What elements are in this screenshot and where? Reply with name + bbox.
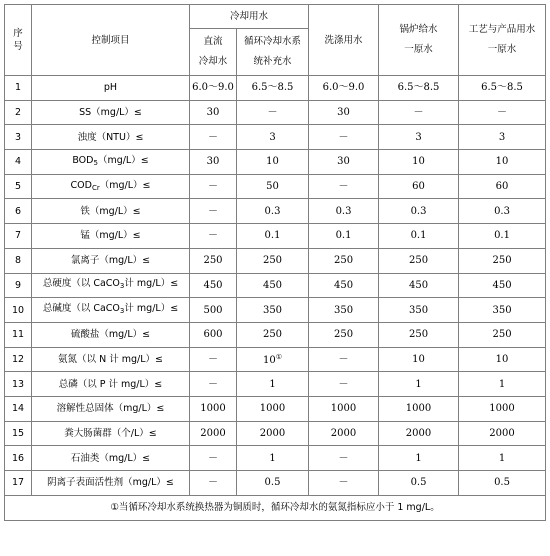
cell-value: 50 — [266, 181, 279, 193]
row-item — [32, 150, 190, 175]
cell-process — [459, 421, 546, 446]
row-seq — [5, 76, 32, 101]
cell-value: － — [208, 205, 218, 217]
cell-value: 0.5 — [410, 477, 427, 489]
cell-value: 60 — [412, 181, 425, 193]
seq-text: 7 — [14, 230, 22, 242]
footnote-row — [5, 495, 546, 520]
row-seq — [5, 322, 32, 347]
cell-value: 30 — [206, 156, 220, 168]
cell-cooling-recirc — [237, 199, 309, 224]
item-text: 总磷（以 P 计 mg/L）≤ — [58, 378, 163, 390]
cell-process — [459, 100, 546, 125]
item-text: COD — [70, 179, 92, 191]
seq-text: 4 — [14, 156, 22, 168]
item-text: BOD — [72, 154, 94, 166]
cell-process — [459, 347, 546, 372]
cell-value: 1 — [498, 378, 506, 390]
cell-value: 2000 — [259, 427, 286, 439]
cell-cooling-recirc — [237, 125, 309, 150]
cell-boiler — [379, 322, 459, 347]
cell-value: 6.0～9.0 — [322, 82, 365, 94]
cell-process — [459, 322, 546, 347]
table-row — [5, 298, 546, 323]
item-subscript: 5 — [93, 158, 98, 167]
cell-cooling-recirc — [237, 396, 309, 421]
cell-cooling-direct — [190, 125, 237, 150]
cell-process — [459, 471, 546, 496]
cell-value: － — [208, 353, 218, 365]
row-seq — [5, 347, 32, 372]
cell-value: － — [208, 378, 218, 390]
seq-text: 11 — [11, 329, 25, 341]
cell-value: 30 — [337, 107, 350, 119]
cell-boiler — [379, 347, 459, 372]
cell-value: 0.1 — [494, 230, 510, 242]
cell-boiler — [379, 396, 459, 421]
row-seq — [5, 446, 32, 471]
cell-boiler — [379, 199, 459, 224]
row-item — [32, 421, 190, 446]
seq-text: 9 — [14, 279, 22, 291]
seq-text: 2 — [14, 107, 22, 119]
seq-text: 6 — [14, 205, 22, 217]
cell-value: 0.5 — [264, 477, 281, 489]
table-row — [5, 446, 546, 471]
cell-value: 350 — [333, 304, 354, 316]
cell-boiler — [379, 125, 459, 150]
cell-cooling-direct — [190, 298, 237, 323]
cell-value: 10 — [263, 355, 276, 367]
row-item — [32, 471, 190, 496]
cell-cooling-recirc — [237, 421, 309, 446]
item-text-suffix: 计 mg/L）≤ — [124, 303, 179, 315]
cell-value: 10 — [266, 156, 279, 168]
cell-washing — [309, 298, 379, 323]
cell-value: 2000 — [405, 427, 432, 439]
cell-value: － — [338, 378, 349, 390]
cell-process — [459, 396, 546, 421]
seq-text: 12 — [11, 353, 25, 365]
cell-cooling-recirc — [237, 298, 309, 323]
cell-value: 1 — [415, 378, 422, 390]
cell-cooling-direct — [190, 100, 237, 125]
cell-value: － — [208, 477, 218, 489]
cell-cooling-recirc — [237, 273, 309, 298]
cell-value: 30 — [206, 107, 220, 119]
cell-cooling-recirc — [237, 248, 309, 273]
cell-process — [459, 150, 546, 175]
row-item — [32, 298, 190, 323]
cell-cooling-recirc — [237, 76, 309, 101]
cell-cooling-recirc — [237, 347, 309, 372]
cell-value: 0.5 — [494, 477, 510, 489]
seq-text: 1 — [14, 82, 22, 94]
row-item — [32, 273, 190, 298]
row-item — [32, 446, 190, 471]
seq-text: 14 — [11, 403, 25, 415]
header-cooling-recirc: 循环冷却水系 统补充水 — [237, 29, 309, 76]
header-item: 控制项目 — [32, 5, 190, 76]
cell-cooling-direct — [190, 396, 237, 421]
table-row — [5, 199, 546, 224]
cell-value: 250 — [408, 255, 429, 267]
row-seq — [5, 396, 32, 421]
cell-cooling-direct — [190, 150, 237, 175]
cell-value: 0.3 — [410, 205, 427, 217]
row-seq — [5, 372, 32, 397]
item-text: 总硬度（以 CaCO — [42, 278, 120, 290]
cell-cooling-recirc — [237, 150, 309, 175]
cell-value: 6.0～9.0 — [192, 82, 234, 94]
row-seq — [5, 471, 32, 496]
row-seq — [5, 125, 32, 150]
cell-cooling-direct — [190, 199, 237, 224]
cell-value: 0.3 — [264, 205, 281, 217]
cell-value: － — [338, 477, 349, 489]
cell-value: － — [338, 353, 349, 365]
cell-value: － — [208, 131, 218, 143]
cell-value: 0.1 — [410, 230, 427, 242]
item-text: SS（mg/L）≤ — [79, 107, 142, 119]
item-text: 总碱度（以 CaCO — [42, 303, 120, 315]
header-seq: 序 号 — [5, 5, 32, 76]
cell-value: 250 — [333, 255, 354, 267]
cell-process — [459, 298, 546, 323]
cell-washing — [309, 125, 379, 150]
cell-value: 500 — [203, 304, 223, 316]
cell-value: 350 — [262, 304, 283, 316]
item-subscript: 3 — [119, 282, 125, 291]
cell-boiler — [379, 174, 459, 199]
cell-cooling-recirc — [237, 224, 309, 249]
cell-value: 1000 — [405, 403, 432, 415]
cell-cooling-direct — [190, 76, 237, 101]
seq-text: 15 — [11, 427, 25, 439]
row-seq — [5, 421, 32, 446]
cell-value: 10 — [412, 353, 425, 365]
cell-value: － — [497, 107, 508, 119]
seq-text: 10 — [11, 304, 25, 316]
item-text-suffix: （mg/L）≤ — [97, 154, 149, 166]
item-text: 浊度（NTU）≤ — [77, 131, 144, 143]
item-text-suffix: （mg/L）≤ — [99, 179, 151, 191]
cell-process — [459, 273, 546, 298]
cell-value: 250 — [333, 329, 354, 341]
seq-text: 16 — [11, 452, 25, 464]
cell-value: 0.1 — [335, 230, 352, 242]
table-row — [5, 372, 546, 397]
cell-washing — [309, 248, 379, 273]
cell-value: 6.5～8.5 — [397, 82, 440, 94]
header-washing: 洗涤用水 — [309, 5, 379, 76]
item-text: 氯离子（mg/L）≤ — [70, 255, 151, 267]
seq-text: 17 — [11, 477, 25, 489]
cell-boiler — [379, 150, 459, 175]
cell-value: 2000 — [330, 427, 357, 439]
cell-value: 450 — [203, 279, 223, 291]
header-cooling-direct: 直流 冷却水 — [190, 29, 237, 76]
cell-boiler — [379, 298, 459, 323]
cell-value: 2000 — [200, 427, 226, 439]
cell-boiler — [379, 76, 459, 101]
cell-value: － — [413, 107, 424, 119]
item-text: 铁（mg/L）≤ — [80, 205, 141, 217]
seq-text: 8 — [14, 255, 22, 267]
cell-washing — [309, 396, 379, 421]
cell-boiler — [379, 421, 459, 446]
table-row — [5, 396, 546, 421]
row-seq — [5, 224, 32, 249]
cell-value: 450 — [333, 279, 354, 291]
cell-value: 350 — [492, 304, 512, 316]
row-seq — [5, 248, 32, 273]
cell-cooling-recirc — [237, 372, 309, 397]
row-item — [32, 125, 190, 150]
cell-cooling-direct — [190, 446, 237, 471]
cell-boiler — [379, 446, 459, 471]
cell-washing — [309, 471, 379, 496]
cell-process — [459, 199, 546, 224]
item-text: 石油类（mg/L）≤ — [70, 452, 151, 464]
table-row — [5, 248, 546, 273]
table-row — [5, 224, 546, 249]
cell-boiler — [379, 248, 459, 273]
cell-value: 250 — [492, 329, 512, 341]
row-item — [32, 248, 190, 273]
cell-boiler — [379, 100, 459, 125]
cell-value: 600 — [203, 329, 223, 341]
cell-value: － — [338, 452, 349, 464]
cell-process — [459, 372, 546, 397]
cell-value: 6.5～8.5 — [481, 82, 523, 94]
row-seq — [5, 298, 32, 323]
item-subscript: Cr — [91, 183, 100, 192]
cell-value: 1 — [498, 452, 506, 464]
cell-cooling-direct — [190, 347, 237, 372]
row-item — [32, 322, 190, 347]
cell-value: 1 — [269, 378, 276, 390]
table-row — [5, 421, 546, 446]
seq-text: 5 — [14, 181, 22, 193]
table-row — [5, 125, 546, 150]
item-text-suffix: 计 mg/L）≤ — [124, 278, 179, 290]
item-text: 锰（mg/L）≤ — [80, 230, 141, 242]
cell-value: 450 — [262, 279, 283, 291]
row-seq — [5, 199, 32, 224]
cell-washing — [309, 76, 379, 101]
cell-value: 10 — [495, 353, 509, 365]
cell-value: － — [208, 181, 218, 193]
cell-cooling-recirc — [237, 100, 309, 125]
table-row — [5, 471, 546, 496]
cell-value: 450 — [492, 279, 512, 291]
cell-cooling-direct — [190, 273, 237, 298]
cell-value: － — [338, 181, 349, 193]
seq-text: 3 — [14, 131, 22, 143]
item-subscript: 3 — [119, 307, 125, 316]
cell-value: 30 — [337, 156, 350, 168]
cell-value: 3 — [269, 131, 276, 143]
water-quality-table — [4, 4, 546, 521]
header-cooling-group: 冷却用水 — [190, 5, 309, 29]
row-seq — [5, 150, 32, 175]
cell-cooling-direct — [190, 471, 237, 496]
row-seq — [5, 100, 32, 125]
cell-process — [459, 248, 546, 273]
cell-washing — [309, 273, 379, 298]
row-item — [32, 396, 190, 421]
cell-value: － — [267, 107, 278, 119]
row-item — [32, 100, 190, 125]
cell-washing — [309, 372, 379, 397]
cell-cooling-recirc — [237, 174, 309, 199]
cell-cooling-recirc — [237, 471, 309, 496]
cell-washing — [309, 347, 379, 372]
row-item — [32, 224, 190, 249]
cell-washing — [309, 150, 379, 175]
cell-value: 0.3 — [494, 205, 510, 217]
cell-cooling-direct — [190, 322, 237, 347]
cell-washing — [309, 174, 379, 199]
cell-value: 6.5～8.5 — [251, 82, 294, 94]
cell-value: 0.3 — [335, 205, 352, 217]
cell-cooling-direct — [190, 248, 237, 273]
cell-value: 1000 — [200, 403, 226, 415]
cell-value: 250 — [492, 255, 512, 267]
row-item — [32, 76, 190, 101]
item-text: 阴离子表面活性剂（mg/L）≤ — [47, 477, 174, 489]
cell-value: － — [208, 230, 218, 242]
cell-value: 350 — [408, 304, 429, 316]
item-text: pH — [103, 82, 118, 94]
table-row — [5, 174, 546, 199]
item-text: 溶解性总固体（mg/L）≤ — [56, 403, 165, 415]
footnote: ①当循环冷却水系统换热器为铜质时，循环冷却水的氨氮指标应小于 1 mg/L。 — [5, 495, 546, 520]
cell-value: 10 — [495, 156, 509, 168]
row-seq — [5, 273, 32, 298]
header-boiler: 锅炉给水 一原水 — [379, 5, 459, 76]
cell-cooling-direct — [190, 372, 237, 397]
cell-value: － — [338, 131, 349, 143]
seq-text: 13 — [11, 378, 25, 390]
cell-process — [459, 76, 546, 101]
cell-process — [459, 224, 546, 249]
table-row — [5, 347, 546, 372]
header-row-1 — [5, 5, 546, 29]
row-item — [32, 372, 190, 397]
cell-value: 1000 — [489, 403, 515, 415]
cell-cooling-direct — [190, 421, 237, 446]
cell-washing — [309, 446, 379, 471]
cell-cooling-direct — [190, 224, 237, 249]
item-text: 氨氮（以 N 计 mg/L）≤ — [58, 353, 163, 365]
row-item — [32, 174, 190, 199]
cell-cooling-recirc — [237, 322, 309, 347]
table-row — [5, 273, 546, 298]
item-text: 硫酸盐（mg/L）≤ — [70, 329, 151, 341]
footnote-mark: ① — [275, 353, 283, 362]
cell-washing — [309, 100, 379, 125]
cell-process — [459, 174, 546, 199]
cell-cooling-recirc — [237, 446, 309, 471]
cell-value: 250 — [408, 329, 429, 341]
cell-value: 250 — [262, 255, 283, 267]
cell-value: 1 — [415, 452, 422, 464]
cell-value: 1000 — [259, 403, 286, 415]
cell-process — [459, 125, 546, 150]
cell-boiler — [379, 471, 459, 496]
table-row — [5, 150, 546, 175]
table-row — [5, 322, 546, 347]
cell-washing — [309, 421, 379, 446]
cell-value: 10 — [412, 156, 425, 168]
cell-value: 450 — [408, 279, 429, 291]
cell-boiler — [379, 273, 459, 298]
cell-value: 0.1 — [264, 230, 281, 242]
cell-value: 60 — [495, 181, 509, 193]
item-text: 粪大肠菌群（个/L）≤ — [64, 427, 157, 439]
cell-washing — [309, 322, 379, 347]
cell-value: 250 — [262, 329, 283, 341]
table-row — [5, 100, 546, 125]
row-item — [32, 199, 190, 224]
row-item — [32, 347, 190, 372]
cell-value: 3 — [415, 131, 422, 143]
cell-value: 1 — [269, 452, 276, 464]
cell-cooling-direct — [190, 174, 237, 199]
cell-washing — [309, 199, 379, 224]
header-process: 工艺与产品用水 一原水 — [459, 5, 546, 76]
cell-washing — [309, 224, 379, 249]
cell-value: 2000 — [489, 427, 515, 439]
cell-boiler — [379, 372, 459, 397]
cell-value: 3 — [498, 131, 506, 143]
cell-value: － — [208, 452, 218, 464]
cell-process — [459, 446, 546, 471]
table-row — [5, 76, 546, 101]
row-seq — [5, 174, 32, 199]
cell-value: 250 — [203, 255, 223, 267]
cell-value: 1000 — [330, 403, 357, 415]
cell-boiler — [379, 224, 459, 249]
